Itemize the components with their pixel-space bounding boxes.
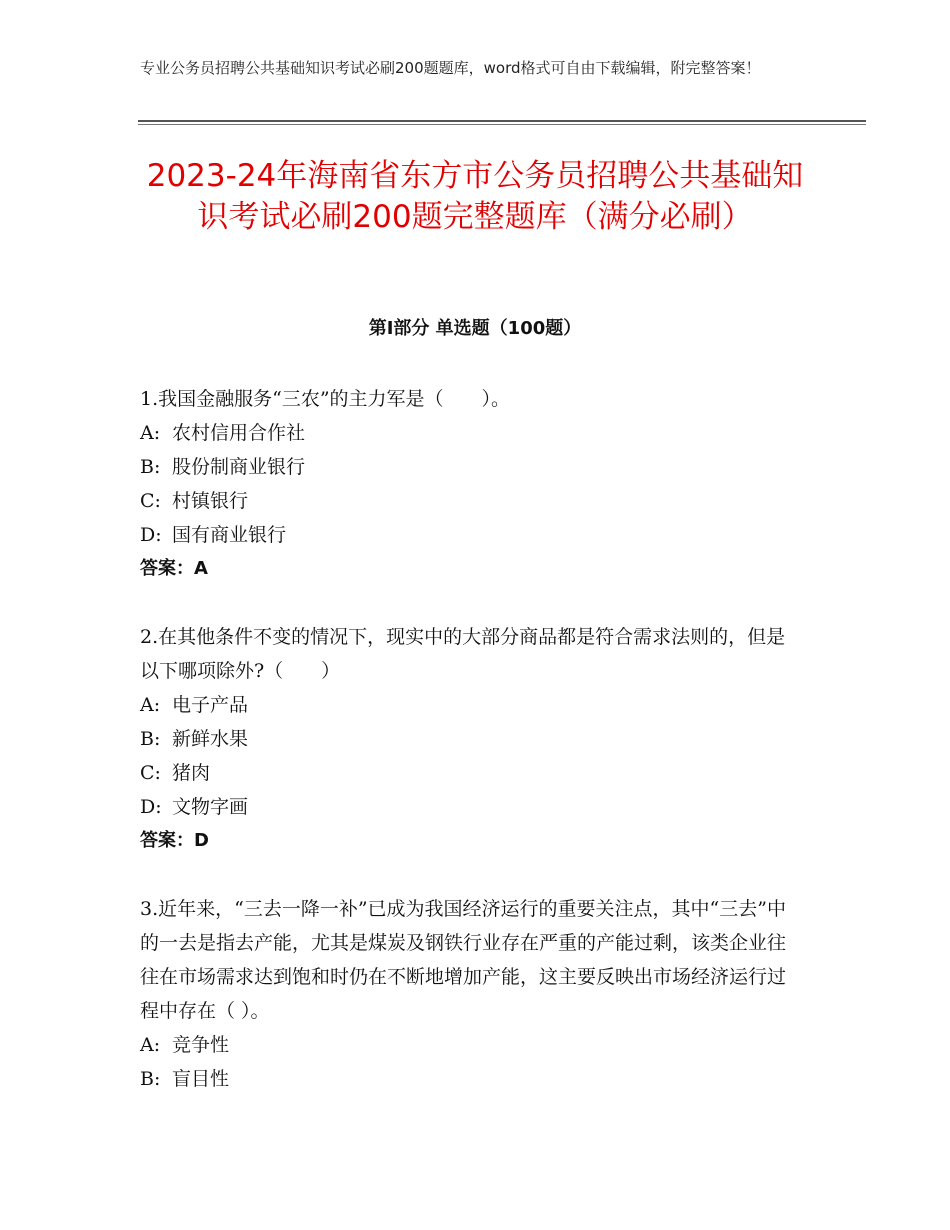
option-letter: A: [140,1034,161,1056]
option-letter: A: [140,422,161,444]
question-list [140,382,800,1130]
option-c [140,484,800,518]
option-letter: B: [140,1068,161,1090]
option-text: 股份制商业银行 [172,456,306,478]
option-letter: D: [140,524,162,546]
question-text: 1.我国金融服务“三农”的主力军是（ ）。 [140,388,511,410]
option-a [140,416,800,450]
option-d [140,790,800,824]
header-divider-thick [138,120,866,122]
question-1 [140,382,800,586]
answer-label: 答案：D [140,830,209,851]
header-note: 专业公务员招聘公共基础知识考试必刷200题题库，word格式可自由下载编辑，附完整答案！ [140,59,761,77]
option-d [140,518,800,552]
option-text: 文物字画 [172,796,249,818]
option-text: 村镇银行 [172,490,249,512]
option-letter: B: [140,456,161,478]
answer-label: 答案：A [140,558,208,579]
option-text: 猪肉 [172,762,211,784]
option-a [140,1028,800,1062]
question-text: 2.在其他条件不变的情况下，现实中的大部分商品都是符合需求法则的，但是以下哪项除外?（ ） [140,626,786,682]
question-2 [140,620,800,858]
question-3 [140,892,800,1096]
option-letter: D: [140,796,162,818]
option-text: 盲目性 [172,1068,230,1090]
option-text: 农村信用合作社 [172,422,306,444]
option-text: 新鲜水果 [172,728,249,750]
option-b [140,722,800,756]
option-b [140,450,800,484]
option-letter: A: [140,694,161,716]
header-divider-thin [138,124,866,125]
option-c [140,756,800,790]
question-text: 3.近年来，“三去一降一补”已成为我国经济运行的重要关注点，其中“三去”中的一去是指去产能，尤其是煤炭及钢铁行业存在严重的产能过剩，该类企业往往在市场需求达到饱和时仍在不断地增加产能，这主要反映出市场经济运行过程中存在（ ）。 [140,898,787,1022]
option-b [140,1062,800,1096]
option-letter: B: [140,728,161,750]
option-letter: C: [140,490,161,512]
section-heading: 第Ⅰ部分 单选题（100题） [368,318,582,339]
option-text: 国有商业银行 [172,524,287,546]
document-title: 2023-24年海南省东方市公务员招聘公共基础知识考试必刷200题完整题库（满分必刷） [146,158,804,235]
option-text: 竞争性 [172,1034,230,1056]
option-a [140,688,800,722]
option-text: 电子产品 [172,694,249,716]
option-letter: C: [140,762,161,784]
